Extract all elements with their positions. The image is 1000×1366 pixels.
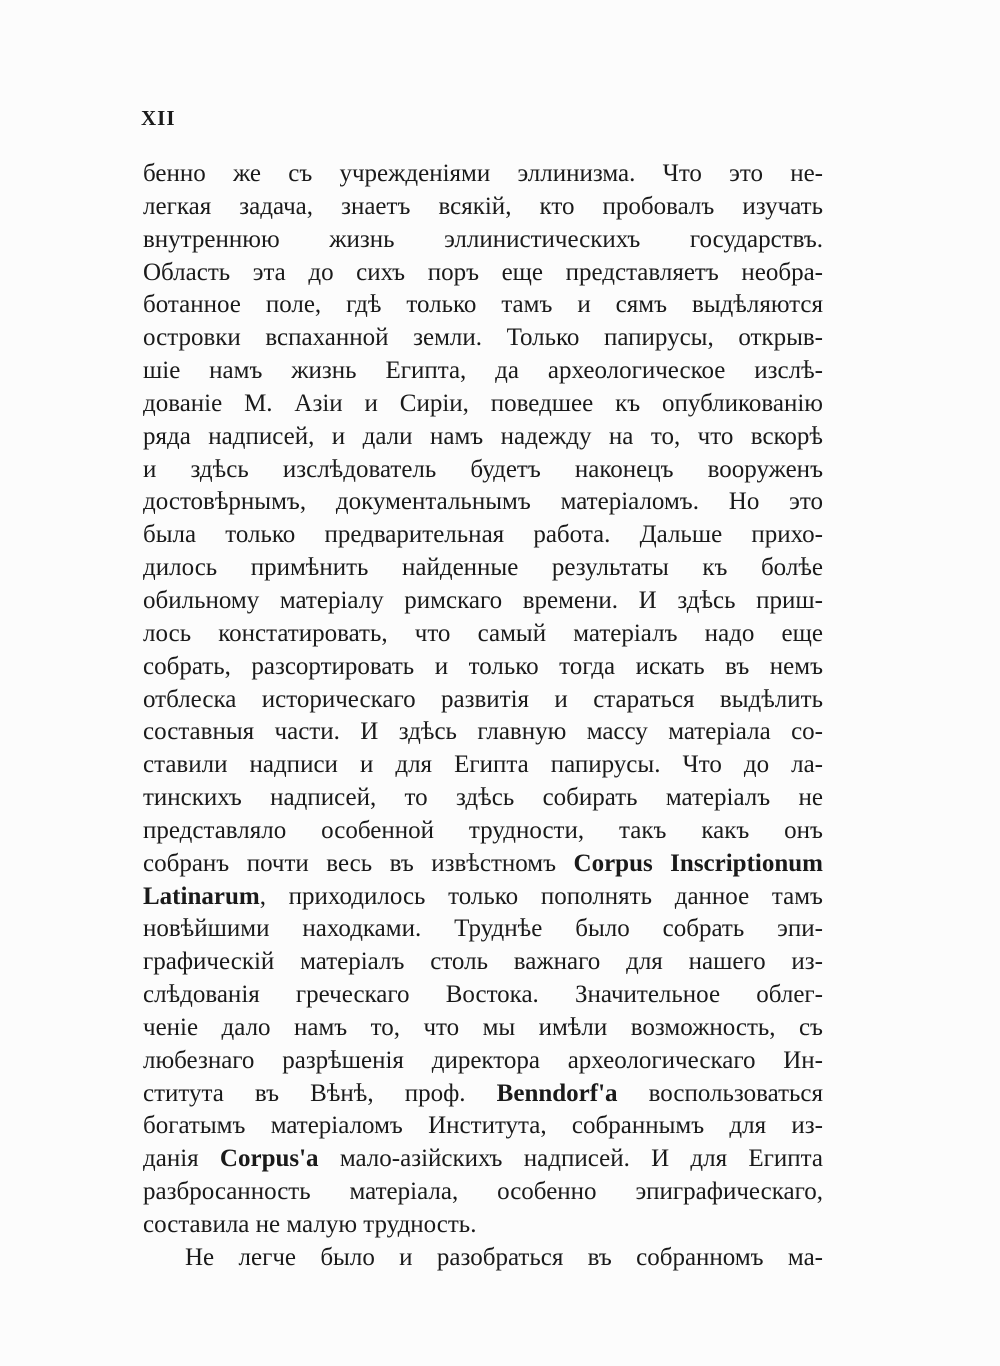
text-line [143, 1078, 823, 1111]
text-line: и здѣсь изслѣдователь будетъ наконецъ вооруженъ [143, 455, 823, 483]
text-line: островки вспаханной земли. Только папирусы, открыв- [143, 324, 823, 352]
text-line: составныя части. И здѣсь главную массу матеріала со- [143, 718, 823, 746]
text-line [143, 1143, 823, 1176]
text-line: тинскихъ надписей, то здѣсь собирать матеріалъ не [143, 784, 823, 812]
text-line: достовѣрнымъ, документальнымъ матеріаломъ. Но это [143, 488, 823, 516]
text-line: отблеска историческаго развитія и стараться выдѣлить [143, 685, 823, 713]
text-line [143, 848, 823, 881]
page-number: XII [141, 106, 176, 130]
text-line: внутреннюю жизнь эллинистическихъ государствъ. [143, 225, 823, 253]
text-line: дованіе М. Азіи и Сиріи, поведшее къ опубликованію [143, 389, 823, 417]
text-line: ченіе дало намъ то, что мы имѣли возможность, съ [143, 1013, 823, 1041]
text-line: лось констатировать, что самый матеріалъ надо еще [143, 619, 823, 647]
text-line: слѣдованія греческаго Востока. Значительное облег- [143, 981, 823, 1009]
bold-latin-term: Latinarum [143, 882, 260, 910]
text-line: собрать, разсортировать и только тогда искать въ немъ [143, 652, 823, 680]
text-line [143, 881, 823, 914]
text-line: любезнаго разрѣшенія директора археологическаго Ин- [143, 1046, 823, 1074]
body-text [143, 158, 823, 1275]
bold-latin-term: Corpus'a [219, 1145, 319, 1173]
text-segment: собранъ почти весь въ извѣстномъ [143, 849, 574, 877]
text-line: ряда надписей, и дали намъ надежду на то, что вскорѣ [143, 422, 823, 450]
text-line: легкая задача, знаетъ всякій, кто пробовалъ изучать [143, 192, 823, 220]
text-line: разбросанность матеріала, особенно эпиграфическаго, [143, 1178, 823, 1206]
text-segment: данія [143, 1145, 220, 1173]
text-line: ботанное поле, гдѣ только тамъ и сямъ выдѣляются [143, 291, 823, 319]
text-line: дилось примѣнить найденные результаты къ болѣе [143, 554, 823, 582]
text-segment: мало-азійскихъ надписей. И для Египта [318, 1145, 823, 1173]
text-line: шіе намъ жизнь Египта, да археологическое изслѣ- [143, 357, 823, 385]
text-line: представляло особенной трудности, такъ какъ онъ [143, 816, 823, 844]
text-line: составила не малую трудность. [143, 1211, 477, 1238]
text-segment: , приходилось только пополнять данное тамъ [259, 882, 823, 910]
bold-latin-term: Corpus Inscriptionum [573, 849, 823, 877]
text-line: ставили надписи и для Египта папирусы. Что до ла- [143, 751, 823, 779]
text-segment: воспользоваться [617, 1079, 823, 1107]
text-segment: ститута въ Вѣнѣ, проф. [143, 1079, 497, 1107]
text-line: была только предварительная работа. Дальше прихо- [143, 521, 823, 549]
bold-latin-term: Benndorf'a [496, 1079, 618, 1107]
text-line: новѣйшими находками. Труднѣе было собрать эпи- [143, 915, 823, 943]
text-line: Область эта до сихъ поръ еще представляетъ необра- [143, 258, 823, 286]
text-line: Не легче было и разобраться въ собранномъ ма- [185, 1243, 823, 1271]
text-line: обильному матеріалу римскаго времени. И здѣсь приш- [143, 586, 823, 614]
text-line: бенно же съ учрежденіями эллинизма. Что это не- [143, 160, 823, 187]
text-line: богатымъ матеріаломъ Института, собраннымъ для из- [143, 1112, 823, 1140]
text-line: графическій матеріалъ столь важнаго для нашего из- [143, 948, 823, 976]
